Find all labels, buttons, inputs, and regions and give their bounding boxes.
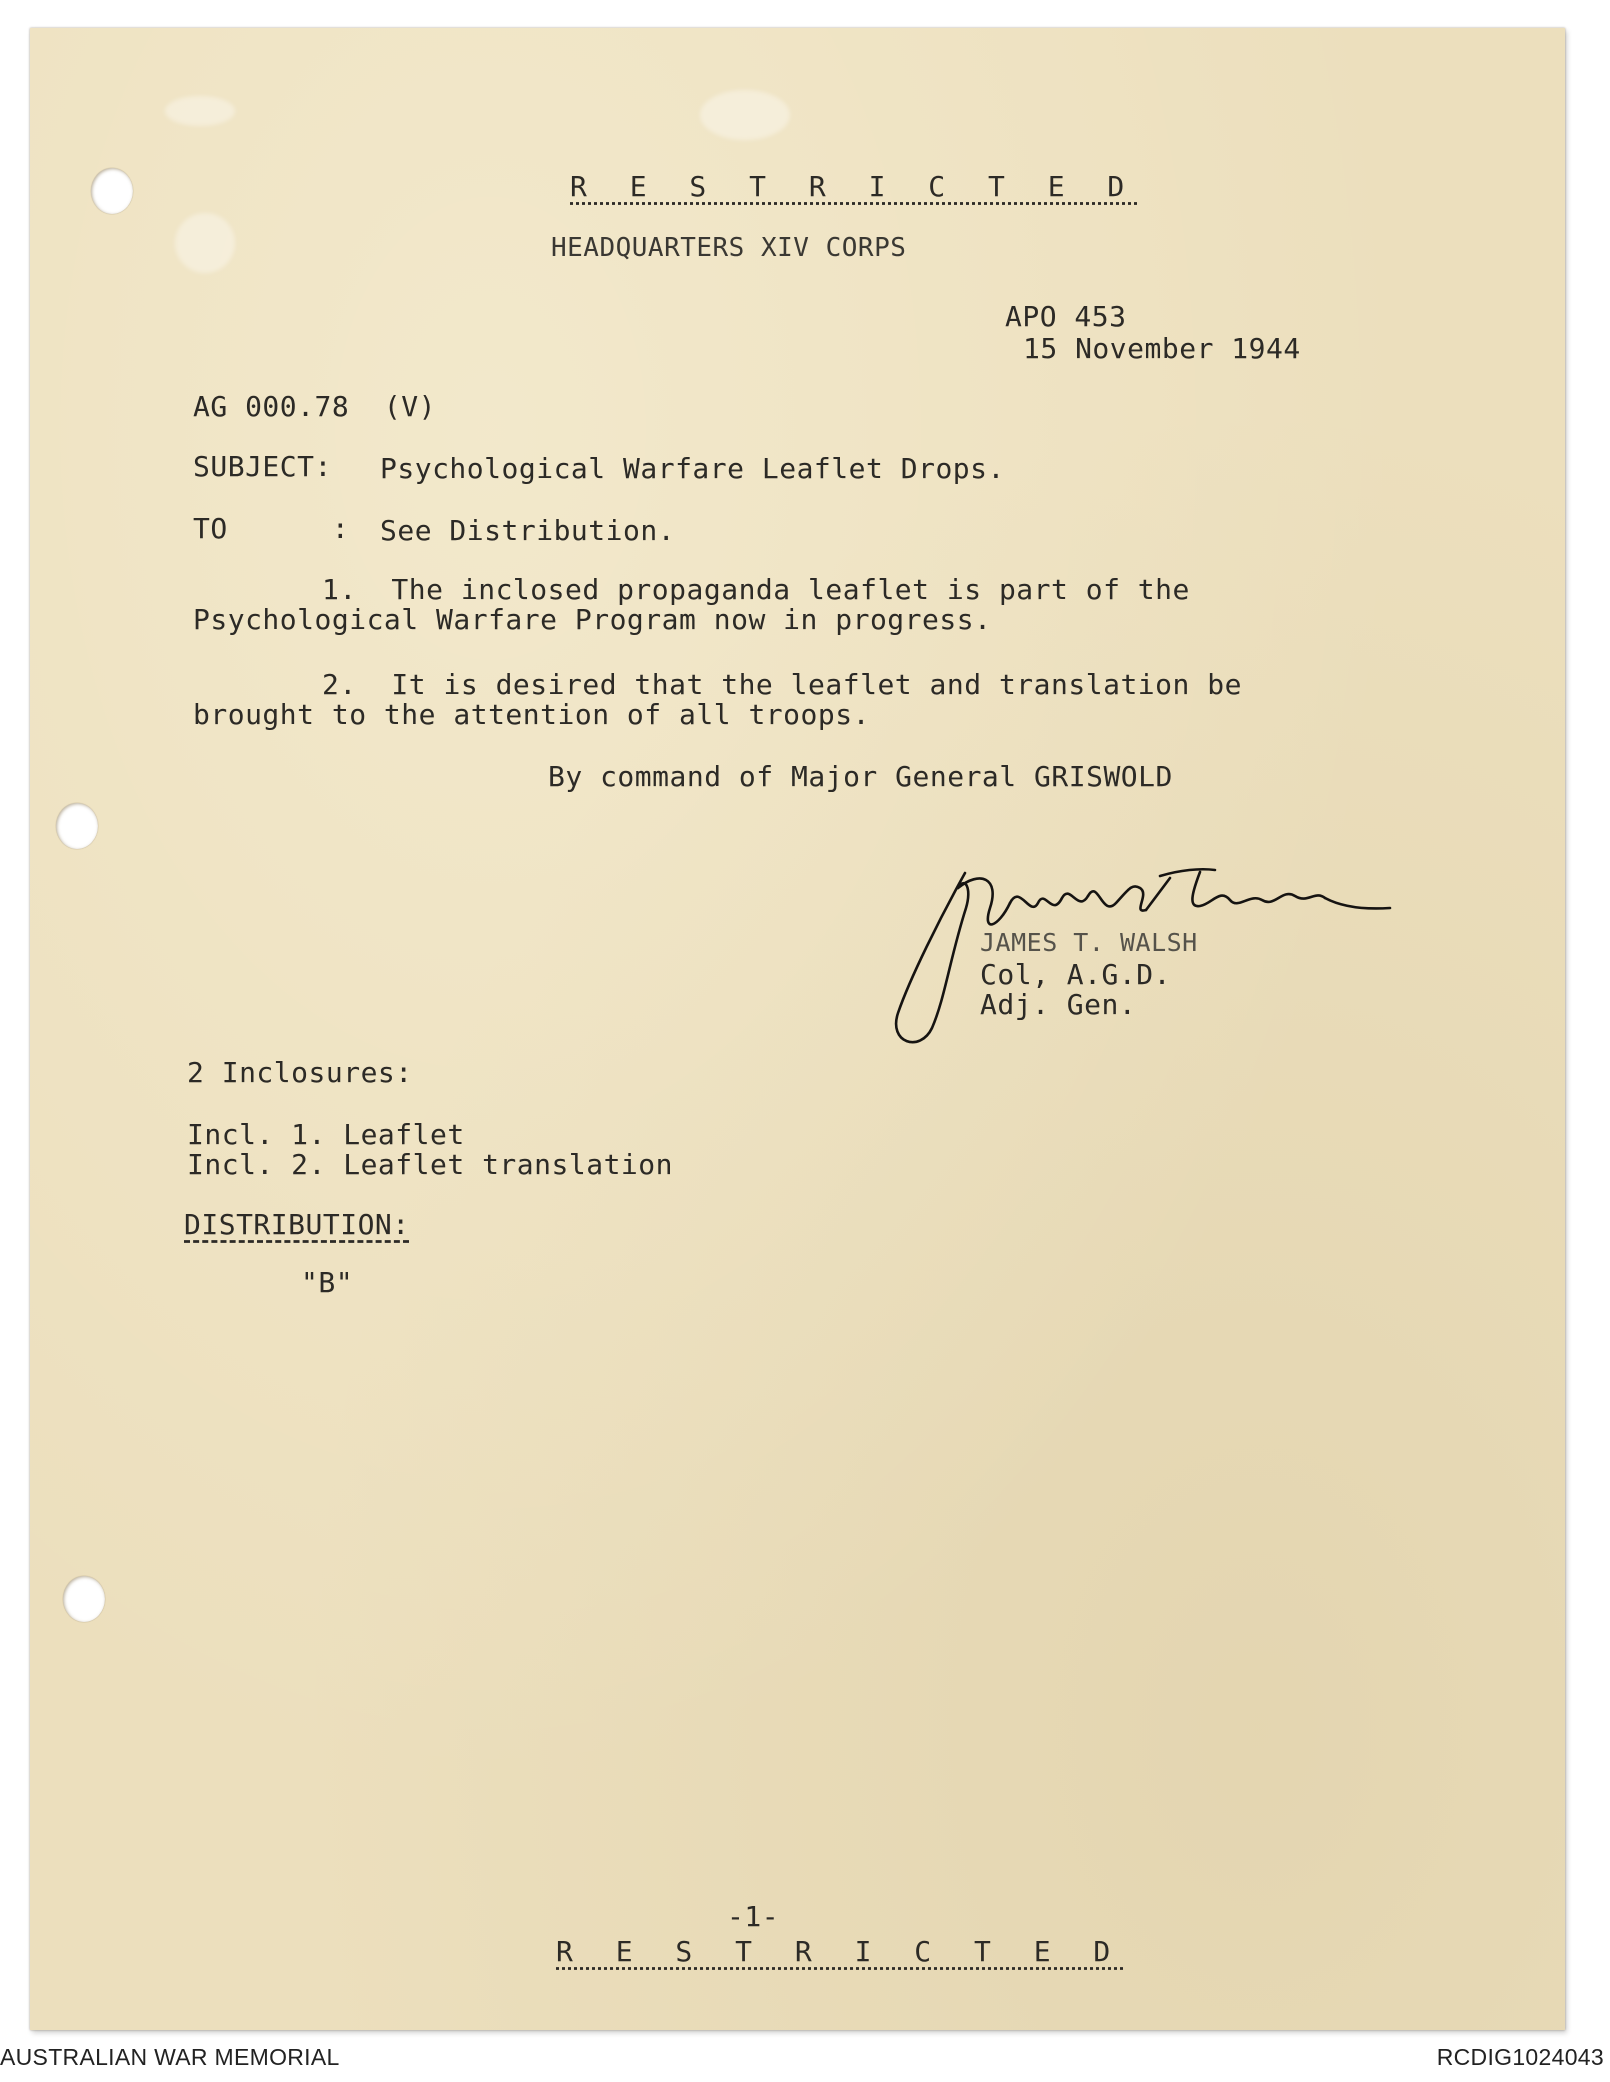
inclosure-1: Incl. 1. Leaflet xyxy=(187,1118,465,1151)
signatory-name: JAMES T. WALSH xyxy=(980,928,1198,957)
to-label: TO : xyxy=(193,512,350,545)
archive-caption-left: AUSTRALIAN WAR MEMORIAL xyxy=(0,2044,340,2070)
paper-mark xyxy=(175,213,235,273)
to-text: See Distribution. xyxy=(380,514,676,547)
distribution-label: DISTRIBUTION: xyxy=(184,1208,410,1241)
signatory-rank: Col, A.G.D. xyxy=(980,958,1171,991)
page-number: -1- xyxy=(727,1900,780,1933)
paper-mark xyxy=(700,90,790,140)
punch-hole-top xyxy=(91,168,133,214)
inclosure-2: Incl. 2. Leaflet translation xyxy=(187,1148,674,1181)
inclosures-heading: 2 Inclosures: xyxy=(187,1056,413,1089)
punch-hole-middle xyxy=(56,803,98,849)
paper-mark xyxy=(165,96,235,126)
paragraph-2-line-2: brought to the attention of all troops. xyxy=(193,698,870,731)
headquarters-heading: HEADQUARTERS XIV CORPS xyxy=(551,233,907,263)
apo-number: APO 453 xyxy=(1005,300,1127,333)
signatory-title: Adj. Gen. xyxy=(980,988,1137,1021)
punch-hole-bottom xyxy=(63,1576,105,1622)
subject-label: SUBJECT: xyxy=(193,450,332,483)
command-line: By command of Major General GRISWOLD xyxy=(548,760,1173,793)
distribution-value: "B" xyxy=(301,1266,354,1299)
footer-restricted-stamp: R E S T R I C T E D xyxy=(556,1935,1124,1968)
subject-text: Psychological Warfare Leaflet Drops. xyxy=(380,452,1005,485)
archive-caption-right: RCDIG1024043 xyxy=(1436,2044,1604,2070)
paragraph-2-line-1: 2. It is desired that the leaflet and translation be xyxy=(322,668,1242,701)
header-restricted-stamp: R E S T R I C T E D xyxy=(570,170,1138,203)
reference-number: AG 000.78 (V) xyxy=(193,390,437,423)
paragraph-1-line-1: 1. The inclosed propaganda leaflet is part of the xyxy=(322,573,1190,606)
document-page xyxy=(30,28,1565,2030)
paragraph-1-line-2: Psychological Warfare Program now in progress. xyxy=(193,603,992,636)
document-date: 15 November 1944 xyxy=(1023,332,1301,365)
